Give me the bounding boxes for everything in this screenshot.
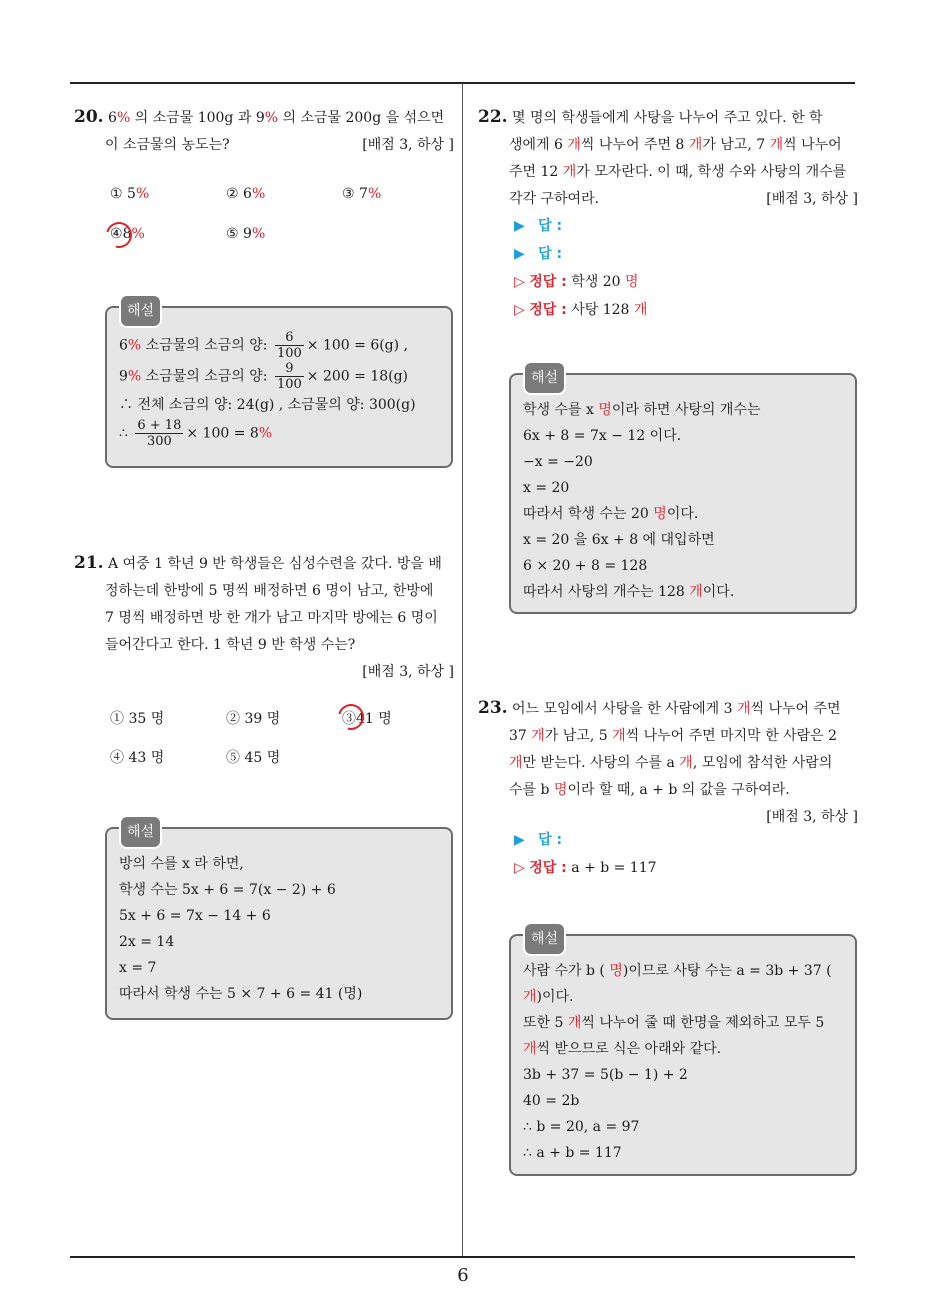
answer-mark-circle	[101, 217, 137, 253]
solution-tag: 해설	[119, 294, 162, 328]
question-number: 20.	[74, 107, 104, 127]
q21-solution-box: 해설 방의 수를 x 라 하면, 학생 수는 5x + 6 = 7(x − 2) + 6 5x + 6 = 7x − 14 + 6 2x = 14 x = 7 따라서 학생 수는 5 × 7 + 6 = 41 (명)	[105, 827, 453, 1020]
play-icon: ▶	[514, 832, 525, 848]
q21-option-1[interactable]: ① 35 명	[110, 711, 165, 727]
q20-solution-box: 해설 6% 소금물의 소금의 양: $\frac{6}{100}$ × 100 = 6(g) , 9% 소금물의 소금의 양: $\frac{9}{100}$ × 200 = 18(g) ∴ 전체 소금의 양: 24(g) , 소금물의 양: 300(g) ∴ $\frac{6 + 18}{300}$ × 100 = 8%	[105, 306, 453, 468]
correct-line-1: ▷ 정답 : 학생 20 명	[514, 274, 639, 290]
score: [배점 3, 하상 ]	[362, 664, 454, 680]
answer-mark-circle	[333, 699, 369, 735]
column-divider	[462, 83, 463, 1258]
q21-option-4[interactable]: ④ 43 명	[110, 750, 165, 766]
q23-answers	[514, 826, 657, 882]
score: [배점 3, 하상 ]	[362, 137, 454, 153]
play-icon: ▶	[514, 246, 525, 262]
q20-option-3[interactable]: ③ 7%	[342, 186, 382, 202]
score: [배점 3, 하상 ]	[766, 809, 858, 825]
correct-line: ▷ 정답 : a + b = 117	[514, 860, 657, 876]
outline-triangle-icon: ▷	[514, 302, 525, 318]
question-21: 21. A 여중 1 학년 9 반 학생들은 심성수련을 갔다. 방을 배 정하는데 한방에 5 명씩 배정하면 6 명이 남고, 한방에 7 명씩 배정하면 방 한 개가 남고 마지막 방에는 6 명이 들어간다고 한다. 1 학년 9 반 학생 수는? [배점 3, 하상 ]	[74, 550, 454, 686]
question-22: 22. 몇 명의 학생들에게 사탕을 나누어 주고 있다. 한 학 생에게 6 개씩 나누어 주면 8 개가 남고, 7 개씩 나누어 주면 12 개가 모자란다. 이 때, 학생 수와 사탕의 개수를 각각 구하여라. [배점 3, 하상 ]	[478, 104, 858, 213]
q22-solution-box: 해설 학생 수를 x 명이라 하면 사탕의 개수는 6x + 8 = 7x − 12 이다. −x = −20 x = 20 따라서 학생 수는 20 명이다. x = 20 을 6x + 8 에 대입하면 6 × 20 + 8 = 128 따라서 사탕의 개수는 128 개이다.	[509, 373, 857, 614]
q20-option-4[interactable]: ④8%	[110, 226, 145, 242]
answer-line-2[interactable]: ▶ 답 :	[514, 246, 563, 262]
question-23: 23. 어느 모임에서 사탕을 한 사람에게 3 개씩 나누어 주면 37 개가 남고, 5 개씩 나누어 주면 마지막 한 사람은 2 개만 받는다. 사탕의 수를 a 개, 모임에 참석한 사람의 수를 b 명이라 할 때, a + b 의 값을 구하여라. [배점 3, 하상 ]	[478, 695, 858, 831]
q21-option-3[interactable]: ③41 명	[342, 711, 392, 727]
answer-line-1[interactable]: ▶ 답 :	[514, 832, 563, 848]
page-number: 6	[457, 1265, 469, 1286]
q20-option-2[interactable]: ② 6%	[226, 186, 266, 202]
outline-triangle-icon: ▷	[514, 860, 525, 876]
play-icon: ▶	[514, 218, 525, 234]
bottom-rule	[70, 1256, 855, 1258]
score: [배점 3, 하상 ]	[766, 191, 858, 207]
question-20: 20. 6% 의 소금물 100g 과 9% 의 소금물 200g 을 섞으면 이 소금물의 농도는? [배점 3, 하상 ]	[74, 104, 454, 159]
answer-line-1[interactable]: ▶ 답 :	[514, 218, 563, 234]
q20-option-1[interactable]: ① 5%	[110, 186, 150, 202]
q21-option-5[interactable]: ⑤ 45 명	[226, 750, 281, 766]
outline-triangle-icon: ▷	[514, 274, 525, 290]
q20-option-5[interactable]: ⑤ 9%	[226, 226, 266, 242]
q22-answers	[514, 212, 647, 324]
correct-line-2: ▷ 정답 : 사탕 128 개	[514, 302, 648, 318]
q23-solution-box: 해설 사람 수가 b ( 명)이므로 사탕 수는 a = 3b + 37 ( 개)이다. 또한 5 개씩 나누어 줄 때 한명을 제외하고 모두 5 개씩 받으므로 식은 아래와 같다. 3b + 37 = 5(b − 1) + 2 40 = 2b ∴ b = 20, a = 97 ∴ a + b = 117	[509, 934, 857, 1176]
q21-option-2[interactable]: ② 39 명	[226, 711, 281, 727]
